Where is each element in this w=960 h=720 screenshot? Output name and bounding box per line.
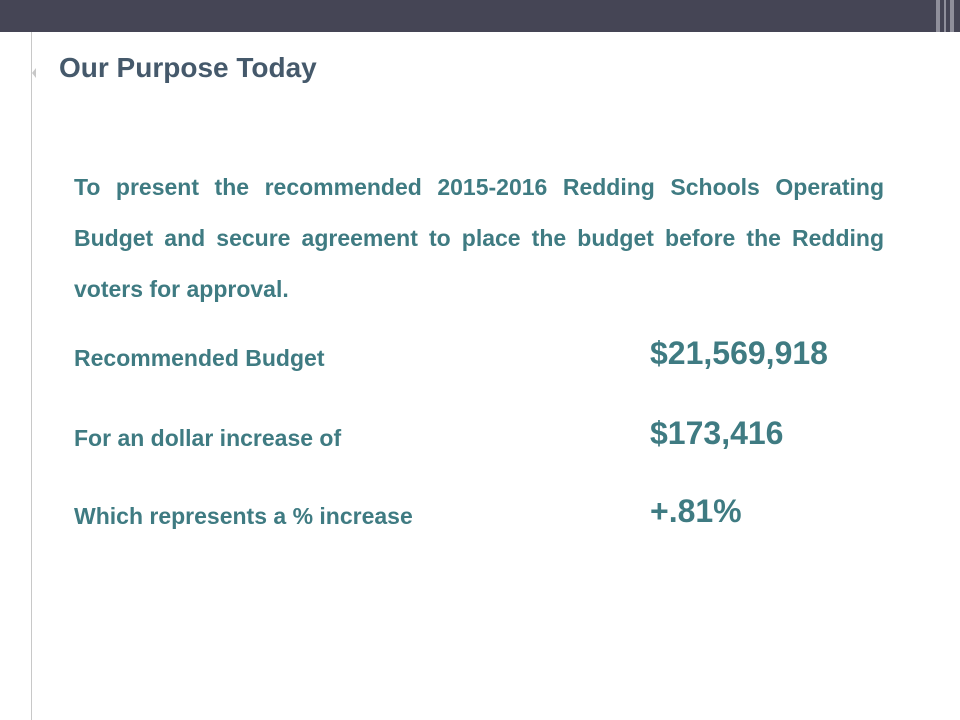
rule-pointer-icon <box>27 68 36 78</box>
top-banner <box>0 0 960 32</box>
decorative-bar-lines <box>934 0 960 32</box>
slide-title: Our Purpose Today <box>59 52 317 83</box>
recommended-budget-value: $21,569,918 <box>650 335 828 371</box>
dollar-increase-label: For an dollar increase of <box>74 425 342 451</box>
dollar-increase-value: $173,416 <box>650 415 784 451</box>
percent-increase-row <box>74 480 894 540</box>
dollar-increase-row <box>74 402 894 462</box>
percent-increase-value: +.81% <box>650 493 742 529</box>
purpose-statement: To present the recommended 2015-2016 Redding Schools Operating Budget and secure agreement to place the budget before the Redding voters for approval. <box>74 174 884 302</box>
recommended-budget-label: Recommended Budget <box>74 345 325 371</box>
left-vertical-rule <box>31 32 32 720</box>
recommended-budget-row <box>74 322 894 382</box>
percent-increase-label: Which represents a % increase <box>74 503 413 529</box>
